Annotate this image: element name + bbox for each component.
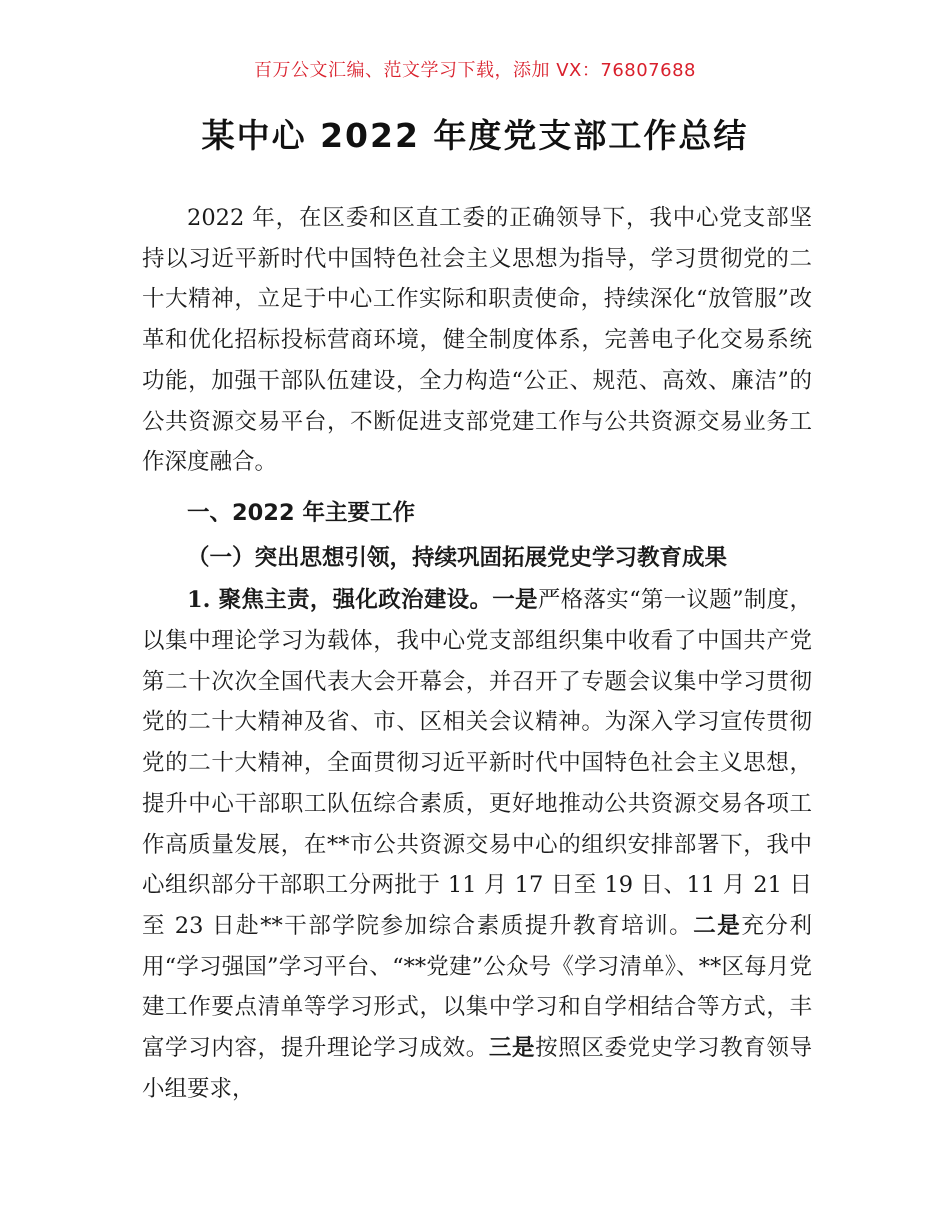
document-body <box>142 198 812 1109</box>
item-1-label-3: 三是 <box>488 1035 536 1062</box>
item-1-label-2: 二是 <box>693 912 742 939</box>
item-1-text-2: 充分利用“学习强国”学习平台、“**党建”公众号《学习清单》、**区每月党建工作要点清单等学习形式，以集中学习和自学相结合等方式，丰富学习内容，提升理论学习成效。 <box>142 912 812 1062</box>
item-1-label-1: 一是 <box>492 587 538 614</box>
intro-paragraph: 2022 年，在区委和区直工委的正确领导下，我中心党支部坚持以习近平新时代中国特色社会主义思想为指导，学习贯彻党的二十大精神，立足于中心工作实际和职责使命，持续深化“放管服”改革和优化招标投标营商环境，健全制度体系，完善电子化交易系统功能，加强干部队伍建设，全力构造“公正、规范、高效、廉洁”的公共资源交易平台，不断促进支部党建工作与公共资源交易业务工作深度融合。 <box>142 205 812 476</box>
item-1-text-1: 严格落实“第一议题”制度，以集中理论学习为载体，我中心党支部组织集中收看了中国共产党第二十次次全国代表大会开幕会，并召开了专题会议集中学习贯彻党的二十大精神及省、市、区相关会议精神。为深入学习宣传贯彻党的二十大精神，全面贯彻习近平新时代中国特色社会主义思想，提升中心干部职工队伍综合素质，更好地推动公共资源交易各项工作高质量发展，在**市公共资源交易中心的组织安排部署下，我中心组织部分干部职工分两批于 11 月 17 日至 19 日、11 月 21 日至 23 日赴**干部学院参加综合素质提升教育培训。 <box>142 587 812 939</box>
item-1-text-3: 按照区委党史学习教育领导小组要求， <box>142 1035 812 1102</box>
subsection-heading-1: （一）突出思想引领，持续巩固拓展党史学习教育成果 <box>187 544 728 571</box>
document-title: 某中心 2022 年度党支部工作总结 <box>201 116 749 155</box>
header-contact-note: 百万公文汇编、范文学习下载，添加 VX：76807688 <box>254 60 696 81</box>
item-1-lead: 1. 聚焦主责，强化政治建设。 <box>187 587 493 614</box>
section-heading-1: 一、2022 年主要工作 <box>187 499 415 526</box>
item-1-paragraph <box>142 580 812 1109</box>
